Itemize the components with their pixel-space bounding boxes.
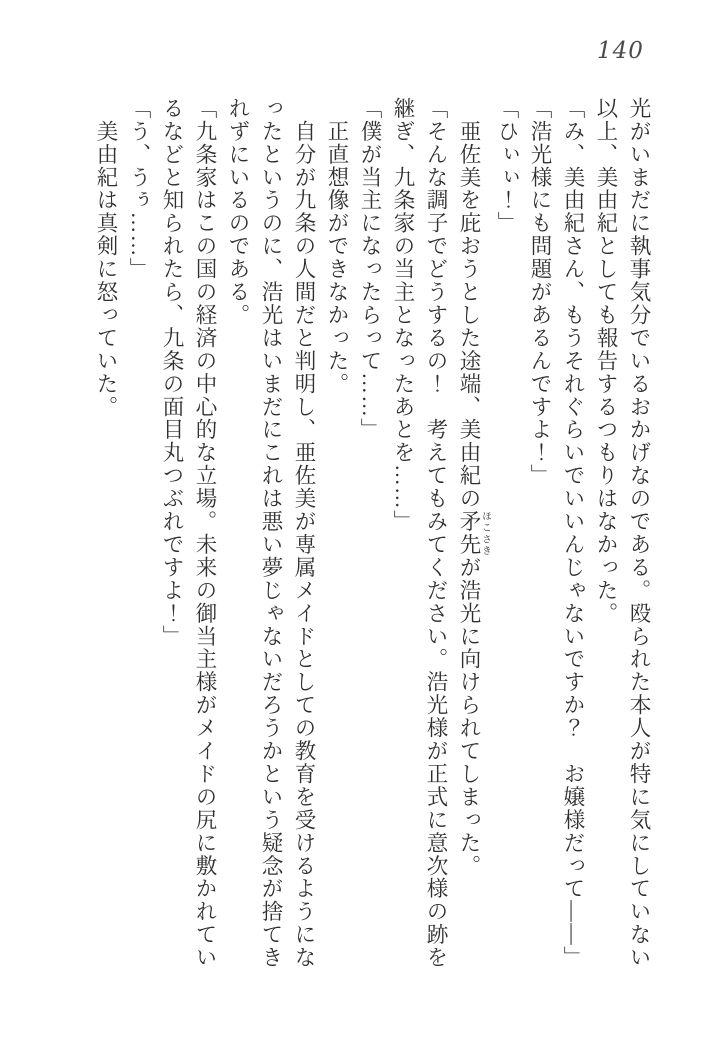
text-line: 「う、うぅ……」 [127, 97, 151, 281]
text-line: 以上、美由紀としても報告するつもりはなかった。 [594, 97, 618, 625]
text-line: 亜佐美を庇おうとした途端、美由紀の矛先 ほこさきが浩光に向けられてしまった。 [457, 97, 490, 878]
text-line: 継ぎ、九条家の当主となったあとを……」 [391, 97, 415, 534]
text-line: 「浩光様にも問題があるんですよ！」 [528, 97, 552, 488]
text-line: 「み、美由紀さん、もうそれぐらいでいいんじゃないですか？ お嬢様だって――」 [561, 97, 585, 970]
text-line: 「ひぃぃ！」 [495, 97, 519, 235]
text-line: 「九条家はこの国の経済の中心的な立場。未来の御当主様がメイドの尻に敷かれてい [193, 97, 217, 970]
text-block [89, 97, 655, 975]
text-line: るなどと知られたら、九条の面目丸つぶれですよ！」 [160, 97, 184, 648]
furigana-text: ほこさき [480, 510, 490, 557]
text-line: 光がいまだに執事気分でいるおかげなのである。殴られた本人が特に気にしていない [627, 97, 651, 970]
text-line: 「そんな調子でどうするの！ 考えてもみてください。浩光様が正式に意次様の跡を [424, 97, 448, 970]
text-line: 美由紀は真剣に怒っていた。 [94, 97, 118, 419]
furigana-word: 矛先 ほこさき [457, 510, 490, 557]
text-line: 正直想像ができなかった。 [325, 97, 349, 396]
text-line: ったというのに、浩光はいまだにこれは悪い夢じゃないだろうかという疑念が捨てき [259, 97, 283, 970]
page-number: 140 [597, 38, 644, 64]
text-line: れずにいるのである。 [226, 97, 250, 327]
text-line: 自分が九条の人間だと判明し、亜佐美が専属メイドとしての教育を受けるようにな [292, 97, 316, 970]
text-line: 「僕が当主になったらって……」 [358, 97, 382, 442]
